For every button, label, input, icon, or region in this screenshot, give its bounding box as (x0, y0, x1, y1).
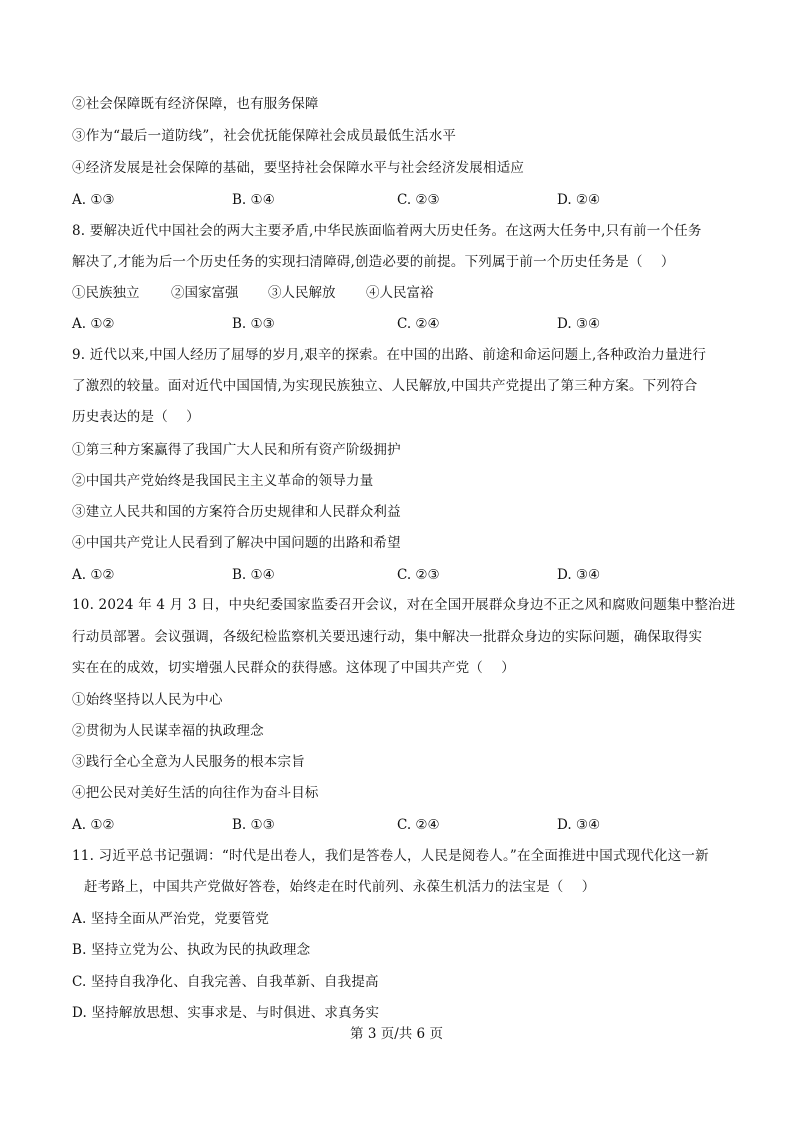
question-9-stem: 历史表达的是（ ） (72, 409, 200, 425)
option-a: A. ①② (72, 567, 115, 583)
option-a: A. ①③ (72, 192, 115, 208)
question-8-items (0, 283, 793, 303)
item: ②国家富强 (171, 285, 239, 301)
statement: ②社会保障既有经济保障，也有服务保障 (72, 96, 319, 112)
options-row (0, 190, 793, 210)
statement: ④经济发展是社会保障的基础，要坚持社会保障水平与社会经济发展相适应 (72, 160, 525, 176)
choice-d: D. 坚持解放思想、实事求是、与时俱进、求真务实 (72, 1005, 380, 1021)
page-number-footer: 第 3 页/共 6 页 (350, 1026, 443, 1042)
item: ④人民富裕 (366, 285, 434, 301)
option-b: B. ①④ (232, 567, 275, 583)
option-d: D. ②④ (557, 192, 601, 208)
option-d: D. ③④ (557, 316, 601, 332)
statement: ③建立人民共和国的方案符合历史规律和人民群众利益 (72, 504, 401, 520)
statement: ③践行全心全意为人民服务的根本宗旨 (72, 754, 305, 770)
question-11-stem: 赶考路上，中国共产党做好答卷，始终走在时代前列、永葆生机活力的法宝是（ ） (84, 879, 596, 895)
option-b: B. ①④ (232, 192, 275, 208)
choice-c: C. 坚持自我净化、自我完善、自我革新、自我提高 (72, 974, 379, 990)
statement: ③作为“最后一道防线”，社会优抚能保障社会成员最低生活水平 (72, 128, 457, 144)
option-c: C. ②④ (397, 316, 440, 332)
option-d: D. ③④ (557, 567, 601, 583)
options-row (0, 314, 793, 334)
statement: ④把公民对美好生活的向往作为奋斗目标 (72, 785, 319, 801)
option-b: B. ①③ (232, 817, 275, 833)
question-8-stem: 8. 要解决近代中国社会的两大主要矛盾,中华民族面临着两大历史任务。在这两大任务中,只有前一个任务 (72, 223, 702, 239)
option-c: C. ②③ (397, 192, 440, 208)
statement: ②贯彻为人民谋幸福的执政理念 (72, 723, 264, 739)
question-8-stem: 解决了,才能为后一个历史任务的实现扫清障碍,创造必要的前提。下列属于前一个历史任务是（ ） (72, 254, 675, 270)
statement: ①始终坚持以人民为中心 (72, 692, 223, 708)
question-10-stem: 10. 2024 年 4 月 3 日，中央纪委国家监委召开会议，对在全国开展群众身边不正之风和腐败问题集中整治进 (72, 597, 736, 613)
option-b: B. ①③ (232, 316, 275, 332)
choice-b: B. 坚持立党为公、执政为民的执政理念 (72, 942, 311, 958)
statement: ①第三种方案赢得了我国广大人民和所有资产阶级拥护 (72, 442, 401, 458)
statement: ④中国共产党让人民看到了解决中国问题的出路和希望 (72, 535, 401, 551)
option-a: A. ①② (72, 817, 115, 833)
question-9-stem: 9. 近代以来,中国人经历了屈辱的岁月,艰辛的探索。在中国的出路、前途和命运问题上,各种政治力量进行 (72, 347, 707, 363)
item: ①民族独立 (72, 285, 140, 301)
question-10-stem: 行动员部署。会议强调，各级纪检监察机关要迅速行动，集中解决一批群众身边的实际问题，确保取得实 (72, 629, 703, 645)
option-d: D. ③④ (557, 817, 601, 833)
option-a: A. ①② (72, 316, 115, 332)
question-11-stem: 11. 习近平总书记强调：“时代是出卷人，我们是答卷人，人民是阅卷人。”在全面推进中国式现代化这一新 (72, 848, 709, 864)
item: ③人民解放 (268, 285, 336, 301)
question-9-stem: 了激烈的较量。面对近代中国国情,为实现民族独立、人民解放,中国共产党提出了第三种方案。下列符合 (72, 378, 698, 394)
options-row (0, 565, 793, 585)
question-10-stem: 实在在的成效，切实增强人民群众的获得感。这体现了中国共产党（ ） (72, 660, 515, 676)
options-row (0, 815, 793, 835)
option-c: C. ②③ (397, 567, 440, 583)
statement: ②中国共产党始终是我国民主主义革命的领导力量 (72, 473, 374, 489)
choice-a: A. 坚持全面从严治党，党要管党 (72, 911, 270, 927)
option-c: C. ②④ (397, 817, 440, 833)
